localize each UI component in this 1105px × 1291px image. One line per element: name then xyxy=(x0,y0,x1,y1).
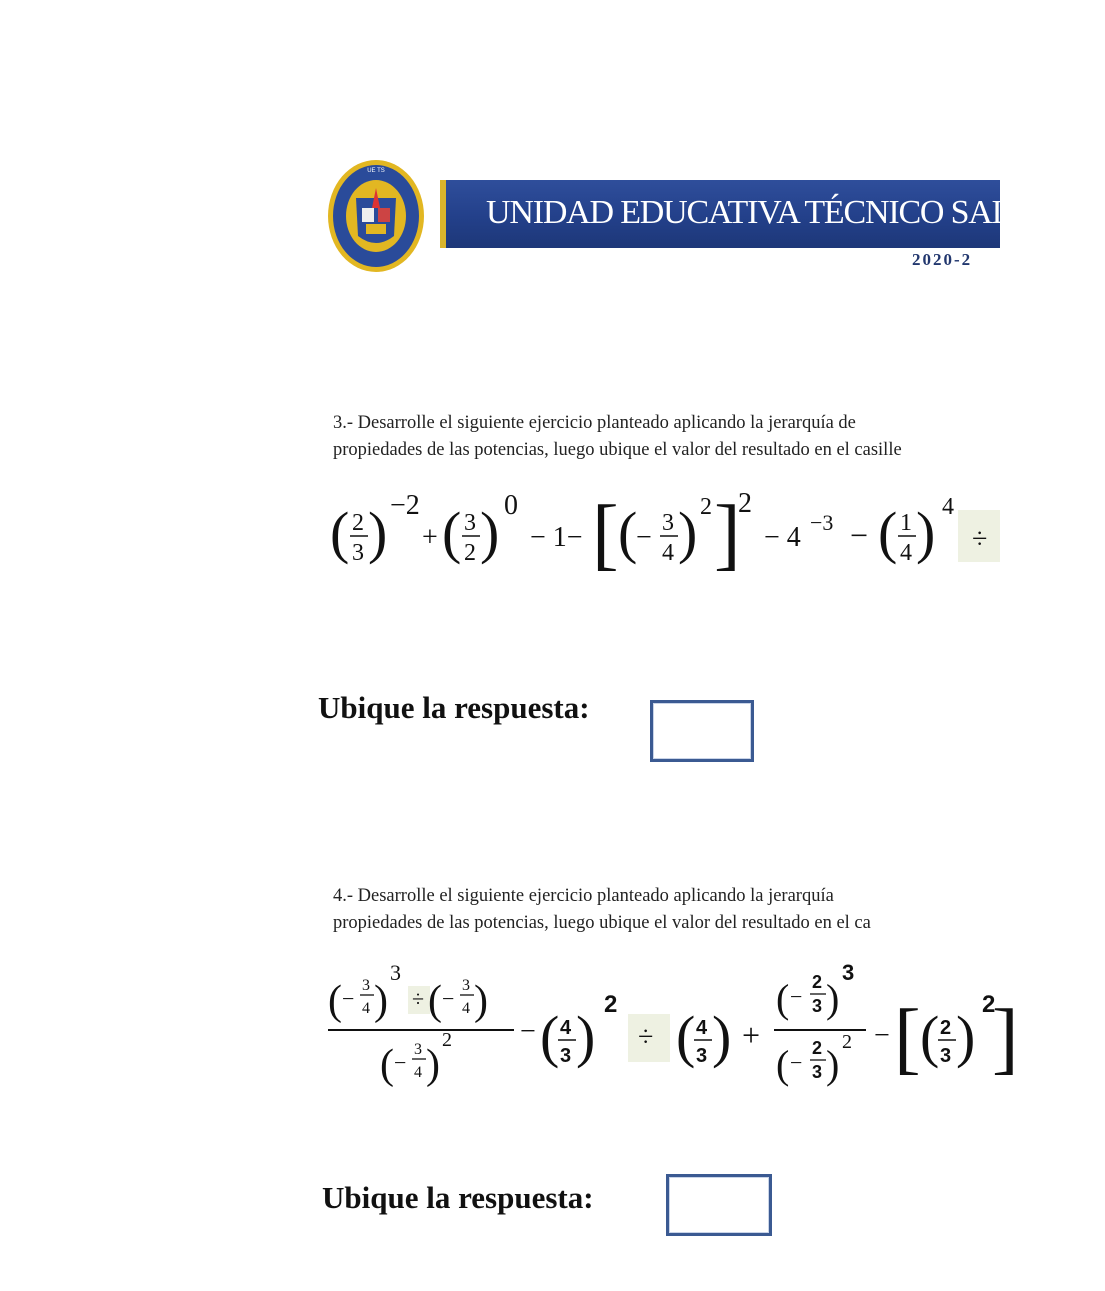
school-banner xyxy=(440,180,1105,248)
svg-text:÷: ÷ xyxy=(638,1022,654,1053)
svg-text:(: ( xyxy=(776,976,790,1021)
svg-text:3: 3 xyxy=(696,1045,708,1067)
svg-text:]: ] xyxy=(714,490,741,578)
svg-text:+: + xyxy=(422,522,438,553)
power-4-3-2 xyxy=(540,991,617,1069)
svg-text:): ) xyxy=(368,500,388,565)
svg-text:3: 3 xyxy=(842,960,855,985)
school-years: 2020-2 xyxy=(912,250,973,269)
svg-text:2: 2 xyxy=(464,540,476,566)
svg-text:2: 2 xyxy=(604,991,618,1018)
svg-text:2: 2 xyxy=(352,510,364,536)
svg-text:4: 4 xyxy=(662,540,674,566)
svg-text:0: 0 xyxy=(504,490,518,521)
exercise-4-answer-label: Ubique la respuesta: xyxy=(322,1180,594,1215)
svg-text:+: + xyxy=(742,1017,761,1053)
svg-text:− 4: − 4 xyxy=(764,522,801,553)
svg-text:3: 3 xyxy=(940,1045,952,1067)
power-2-3-neg2 xyxy=(330,490,420,566)
svg-text:−3: −3 xyxy=(810,510,834,535)
svg-text:(: ( xyxy=(920,1004,940,1069)
svg-text:4: 4 xyxy=(414,1064,422,1081)
svg-text:UE TS: UE TS xyxy=(367,168,385,174)
svg-text:(: ( xyxy=(776,1042,790,1087)
svg-text:): ) xyxy=(916,500,936,565)
svg-text:(: ( xyxy=(428,978,442,1024)
svg-text:2: 2 xyxy=(442,1029,452,1051)
exercise-3-instructions xyxy=(333,410,1033,464)
svg-text:3: 3 xyxy=(662,510,674,536)
power-1-4-4 xyxy=(878,494,954,566)
svg-text:3: 3 xyxy=(812,1062,823,1082)
svg-text:4: 4 xyxy=(900,540,912,566)
svg-text:−: − xyxy=(874,1020,890,1051)
exercise-4-line-2: propiedades de las potencias, luego ubique el valor del resultado en el ca xyxy=(333,913,871,933)
svg-text:÷: ÷ xyxy=(972,524,988,555)
svg-text:(: ( xyxy=(380,1042,394,1088)
bracket-neg-3-4 xyxy=(592,488,752,578)
svg-text:): ) xyxy=(826,976,840,1021)
exercise-3-line-2: propiedades de las potencias, luego ubique el valor del resultado en el casille xyxy=(333,440,902,460)
svg-text:): ) xyxy=(576,1004,596,1069)
svg-text:4: 4 xyxy=(942,494,954,520)
svg-text:−: − xyxy=(636,522,652,553)
exercise-3-answer-box[interactable] xyxy=(650,700,754,762)
svg-text:÷: ÷ xyxy=(412,986,425,1011)
svg-text:−: − xyxy=(394,1050,407,1075)
svg-text:(: ( xyxy=(676,1004,696,1069)
svg-text:2: 2 xyxy=(812,1038,823,1058)
svg-text:3: 3 xyxy=(560,1045,572,1067)
exercise-3-answer-label: Ubique la respuesta: xyxy=(318,690,590,725)
svg-text:3: 3 xyxy=(812,996,823,1016)
svg-text:): ) xyxy=(712,1004,732,1069)
svg-text:4: 4 xyxy=(462,1000,470,1017)
svg-text:[: [ xyxy=(592,490,619,578)
svg-text:[: [ xyxy=(894,994,921,1082)
svg-text:): ) xyxy=(474,978,488,1024)
svg-text:4: 4 xyxy=(560,1017,572,1039)
exercise-4-instructions xyxy=(333,883,1033,937)
school-logo xyxy=(326,158,426,274)
svg-text:3: 3 xyxy=(352,540,364,566)
svg-text:1: 1 xyxy=(900,510,912,536)
exercise-4-expression xyxy=(328,960,1019,1090)
bracket-2-3 xyxy=(894,991,1019,1082)
svg-text:− 1−: − 1− xyxy=(530,522,583,553)
svg-text:2: 2 xyxy=(812,972,823,992)
svg-text:2: 2 xyxy=(842,1031,852,1053)
exercise-4-answer-box[interactable] xyxy=(666,1174,772,1236)
svg-text:−: − xyxy=(790,1050,803,1075)
svg-text:): ) xyxy=(826,1042,840,1087)
school-name: UNIDAD EDUCATIVA TÉCNICO SALESIAN xyxy=(486,194,1105,231)
svg-text:(: ( xyxy=(330,500,350,565)
svg-text:3: 3 xyxy=(390,960,401,985)
exercise-3-answer-input[interactable] xyxy=(653,703,755,761)
svg-text:(: ( xyxy=(540,1004,560,1069)
svg-text:2: 2 xyxy=(982,991,996,1018)
power-3-2-0 xyxy=(442,490,518,566)
svg-text:−: − xyxy=(850,517,869,553)
svg-text:−: − xyxy=(342,986,355,1011)
svg-text:(: ( xyxy=(618,500,638,565)
svg-text:3: 3 xyxy=(362,977,370,994)
svg-text:3: 3 xyxy=(414,1041,422,1058)
svg-text:−2: −2 xyxy=(390,490,420,521)
svg-text:): ) xyxy=(374,978,388,1024)
fraction-4-3 xyxy=(676,1004,731,1069)
svg-text:−: − xyxy=(520,1016,536,1047)
exercise-4-line-1: 4.- Desarrolle el siguiente ejercicio planteado aplicando la jerarquía xyxy=(333,886,834,906)
svg-text:): ) xyxy=(956,1004,976,1069)
svg-text:(: ( xyxy=(442,500,462,565)
svg-text:2: 2 xyxy=(700,494,712,520)
svg-text:4: 4 xyxy=(362,1000,370,1017)
exercise-3-expression xyxy=(330,490,1000,580)
svg-text:2: 2 xyxy=(738,488,752,519)
fraction-2 xyxy=(774,960,866,1087)
svg-text:]: ] xyxy=(992,994,1019,1082)
svg-text:): ) xyxy=(426,1042,440,1088)
svg-text:): ) xyxy=(678,500,698,565)
svg-text:2: 2 xyxy=(940,1017,952,1039)
exercise-3-line-1: 3.- Desarrolle el siguiente ejercicio planteado aplicando la jerarquía de xyxy=(333,413,856,433)
svg-text:(: ( xyxy=(328,978,342,1024)
svg-text:4: 4 xyxy=(696,1017,708,1039)
svg-text:−: − xyxy=(442,986,455,1011)
svg-text:(: ( xyxy=(878,500,898,565)
svg-text:−: − xyxy=(790,984,803,1009)
svg-text:3: 3 xyxy=(462,977,470,994)
svg-text:3: 3 xyxy=(464,510,476,536)
fraction-1 xyxy=(328,960,514,1088)
svg-text:): ) xyxy=(480,500,500,565)
exercise-4-answer-input[interactable] xyxy=(669,1177,773,1235)
